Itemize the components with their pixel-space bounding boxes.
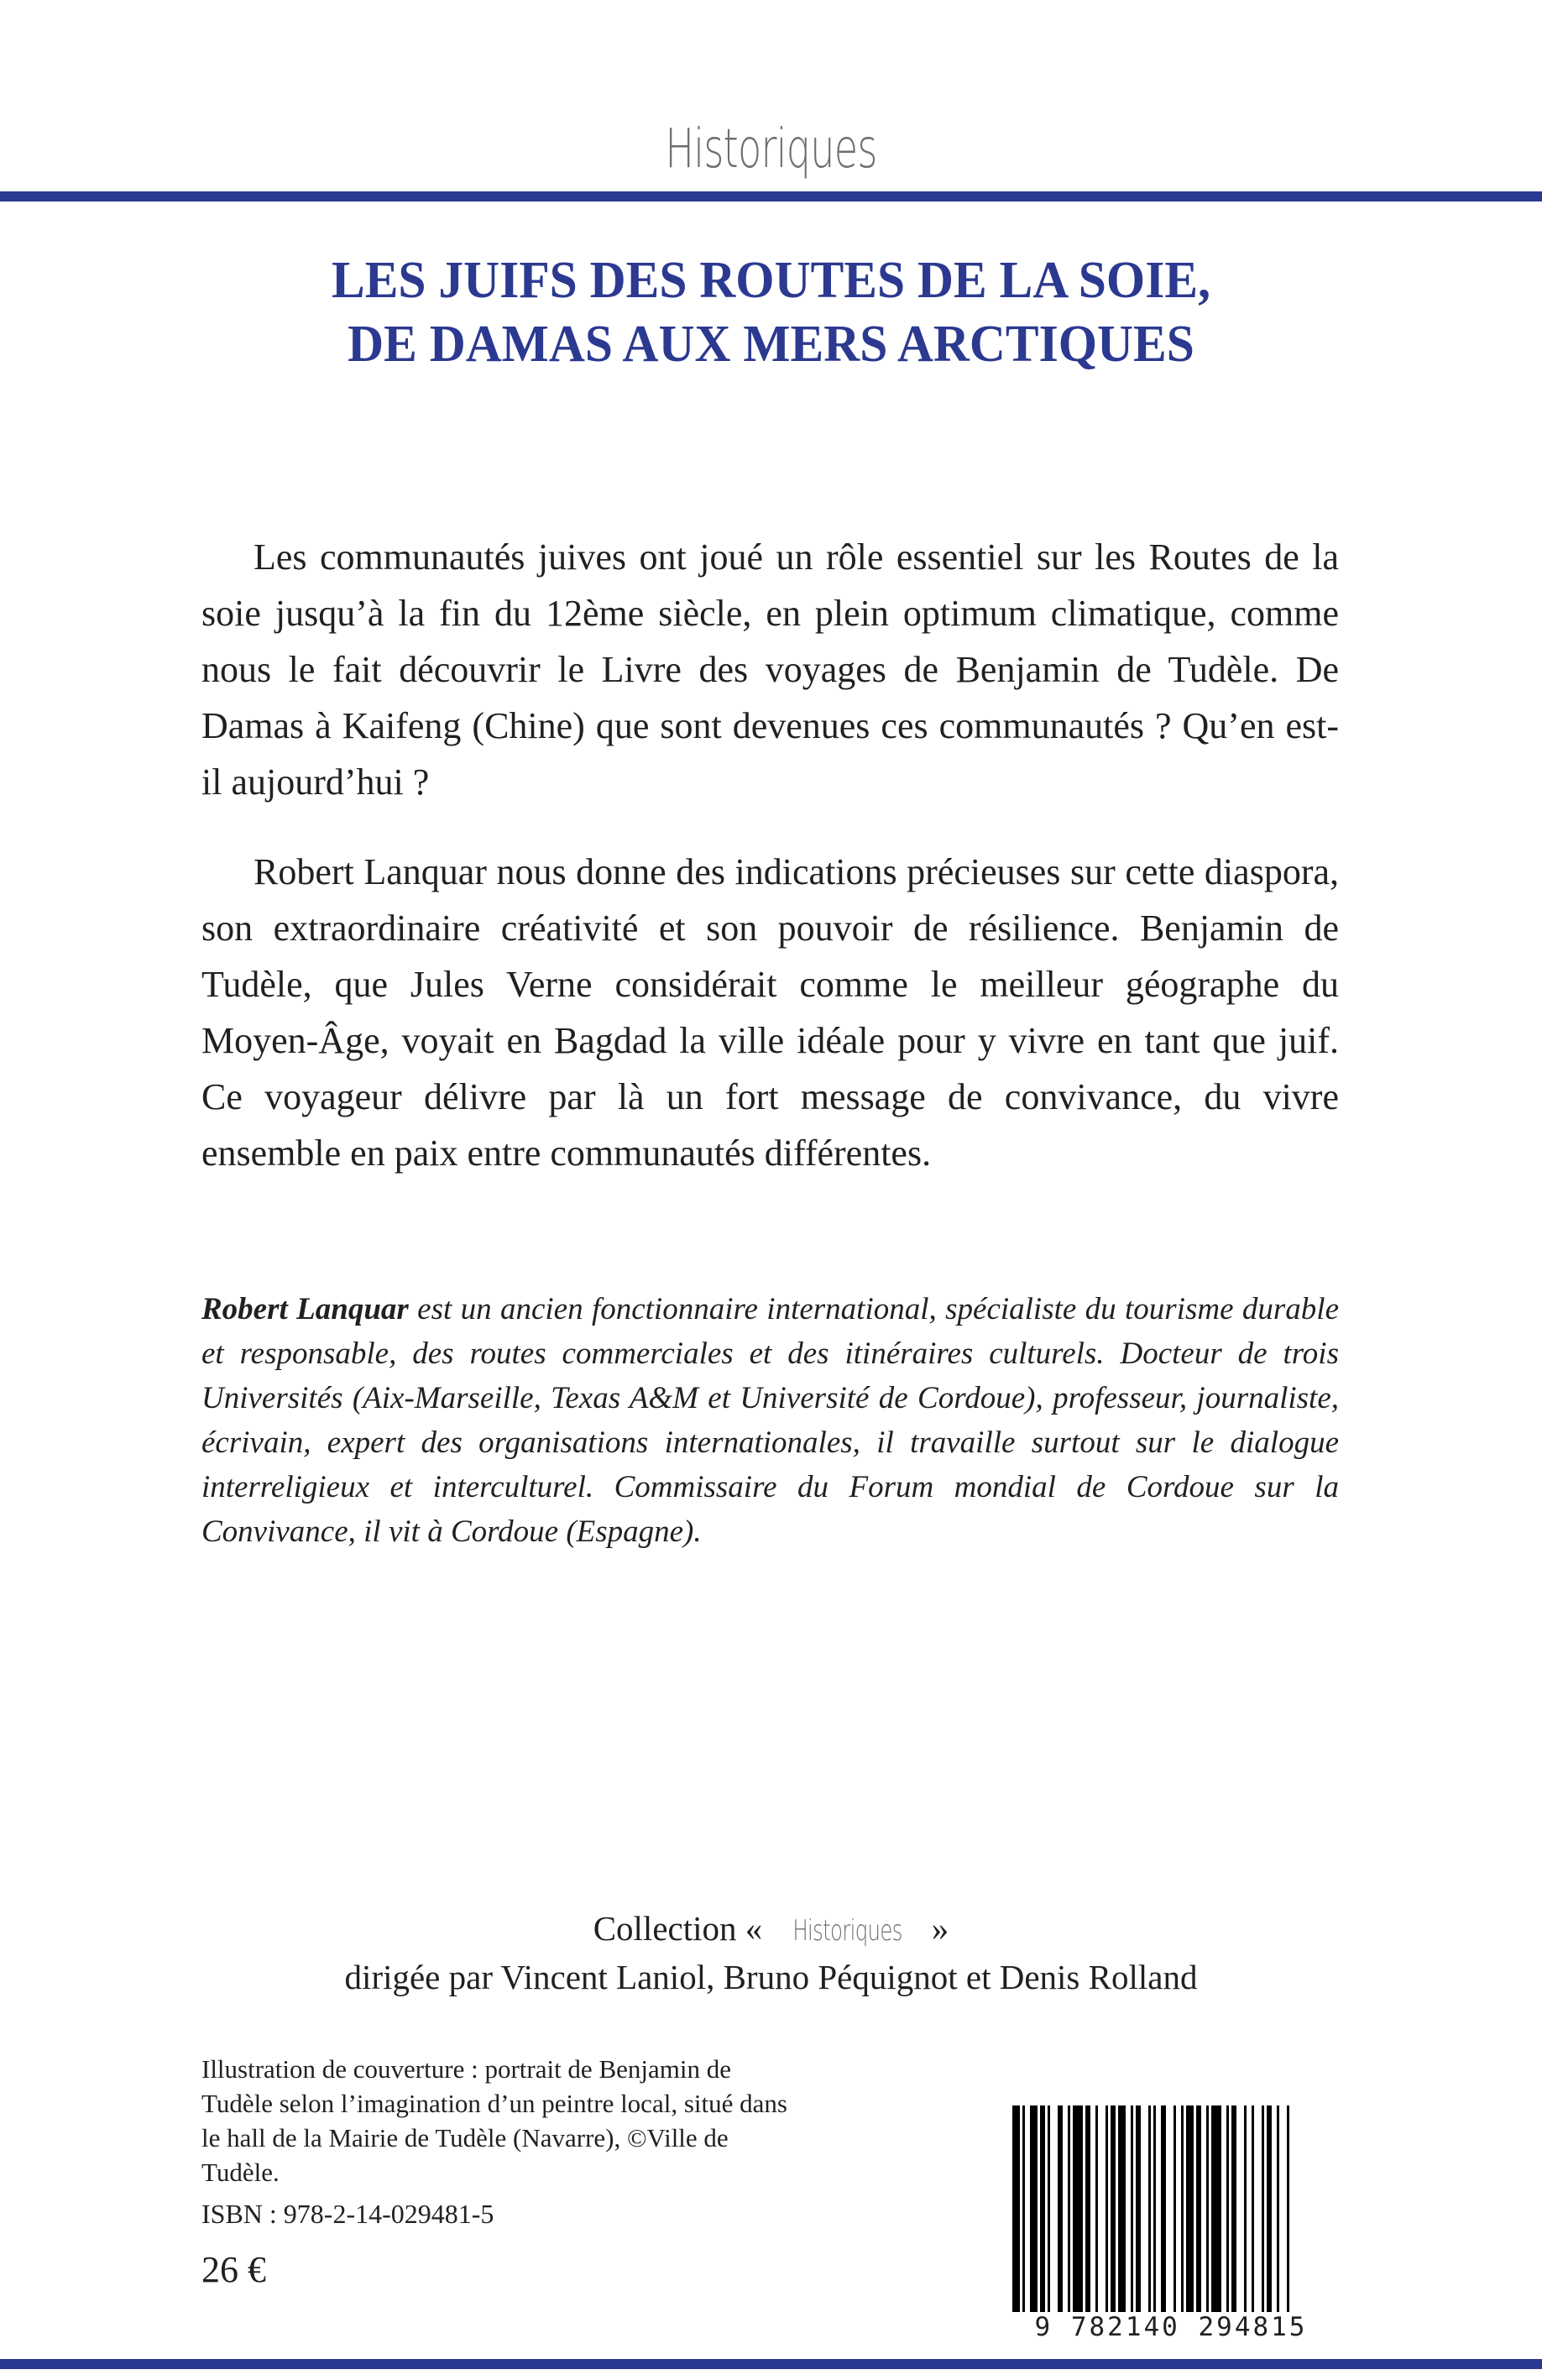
barcode-bar (1231, 2105, 1236, 2312)
barcode-bar (1136, 2105, 1141, 2312)
summary-paragraph-1: Les communautés juives ont joué un rôle essentiel sur les Routes de la soie jusqu’à la fin du 12ème siècle, en plein optimum climatique, comme nous le fait découvrir le Livre des voyages de Benjamin de Tudèle. De Damas à Kaifeng (Chine) que sont devenues ces communautés ? Qu’en est-il aujourd’hui ? (201, 536, 1339, 803)
collection-directors: dirigée par Vincent Laniol, Bruno Péquignot et Denis Rolland (344, 1958, 1198, 1996)
barcode-bar (1085, 2105, 1090, 2312)
author-name: Robert Lanquar (201, 1292, 409, 1326)
barcode-bar (1196, 2105, 1201, 2312)
barcode-bar (1111, 2105, 1116, 2312)
barcode-bar (1040, 2105, 1045, 2312)
bottom-rule (0, 2359, 1542, 2369)
barcode-bar (1262, 2105, 1264, 2312)
book-title-line-2: DE DAMAS AUX MERS ARCTIQUES (348, 316, 1194, 373)
barcode-bar (1186, 2105, 1194, 2312)
barcode-bar (1287, 2105, 1289, 2312)
barcode-bars (1001, 2105, 1341, 2342)
barcode-bar (1048, 2105, 1050, 2312)
series-name: Historiques (665, 118, 877, 180)
collection-line (0, 1906, 1542, 1954)
collection-suffix: » (931, 1909, 949, 1948)
barcode-bar (1012, 2105, 1020, 2312)
summary-paragraph-2: Robert Lanquar nous donne des indications précieuses sur cette diaspora, son extraordinaire créativité et son pouvoir de résilience. Benjamin de Tudèle, que Jules Verne considérait comme le meilleur géographe du Moyen-Âge, voyait en Bagdad la ville idéale pour y vivre en tant que juif. Ce voyageur délivre par là un fort message de convivance, du vivre ensemble en paix entre communautés différentes. (201, 851, 1339, 1174)
barcode-bar (1244, 2105, 1247, 2312)
barcode (1001, 2105, 1341, 2342)
barcode-bar (1058, 2105, 1063, 2312)
barcode-bar (1226, 2105, 1229, 2312)
barcode-bar (1022, 2105, 1025, 2312)
barcode-bar (1173, 2105, 1176, 2312)
barcode-bar (1073, 2105, 1083, 2312)
barcode-bar (1267, 2105, 1272, 2312)
barcode-bar (1153, 2105, 1156, 2312)
collection-info (0, 1906, 1542, 2001)
barcode-bar (1148, 2105, 1151, 2312)
isbn: ISBN : 978-2-14-029481-5 (201, 2199, 494, 2229)
cover-credit: Illustration de couverture : portrait de Benjamin de Tudèle selon l’imagination d’un peintre local, situé dans le hall de la Mairie de Tudèle (Navarre), ©Ville de Tudèle. (201, 2054, 787, 2187)
author-bio (201, 1287, 1339, 1554)
barcode-bar (1161, 2105, 1166, 2312)
collection-series-name: Historiques (792, 1914, 902, 1948)
barcode-bar (1131, 2105, 1133, 2312)
barcode-bar (1277, 2105, 1279, 2312)
top-rule (0, 191, 1542, 201)
book-title-line-1: LES JUIFS DES ROUTES DE LA SOIE, (332, 252, 1210, 309)
barcode-bar (1206, 2105, 1209, 2312)
barcode-bar (1252, 2105, 1254, 2312)
author-bio-text: est un ancien fonctionnaire international, spécialiste du tourisme durable et responsable, des routes commerciales et des itinéraires culturels. Docteur de trois Universités (Aix-Marseille, Texas A&M et Université de Cordoue), professeur, journaliste, écrivain, expert des organisations internationales, il travaille surtout sur le dialogue interreligieux et interculturel. Commissaire du Forum mondial de Cordoue sur la Convivance, il vit à Cordoue (Espagne). (201, 1292, 1339, 1549)
barcode-bar (1106, 2105, 1108, 2312)
barcode-digits: 9 782140 294815 (1001, 2312, 1341, 2342)
barcode-bar (1068, 2105, 1070, 2312)
barcode-bar (1181, 2105, 1184, 2312)
barcode-bar (1211, 2105, 1221, 2312)
barcode-bar (1118, 2105, 1126, 2312)
price: 26 € (201, 2249, 266, 2290)
barcode-bar (1030, 2105, 1038, 2312)
collection-prefix: Collection « (593, 1909, 763, 1948)
book-title (31, 248, 1512, 376)
barcode-bar (1095, 2105, 1098, 2312)
